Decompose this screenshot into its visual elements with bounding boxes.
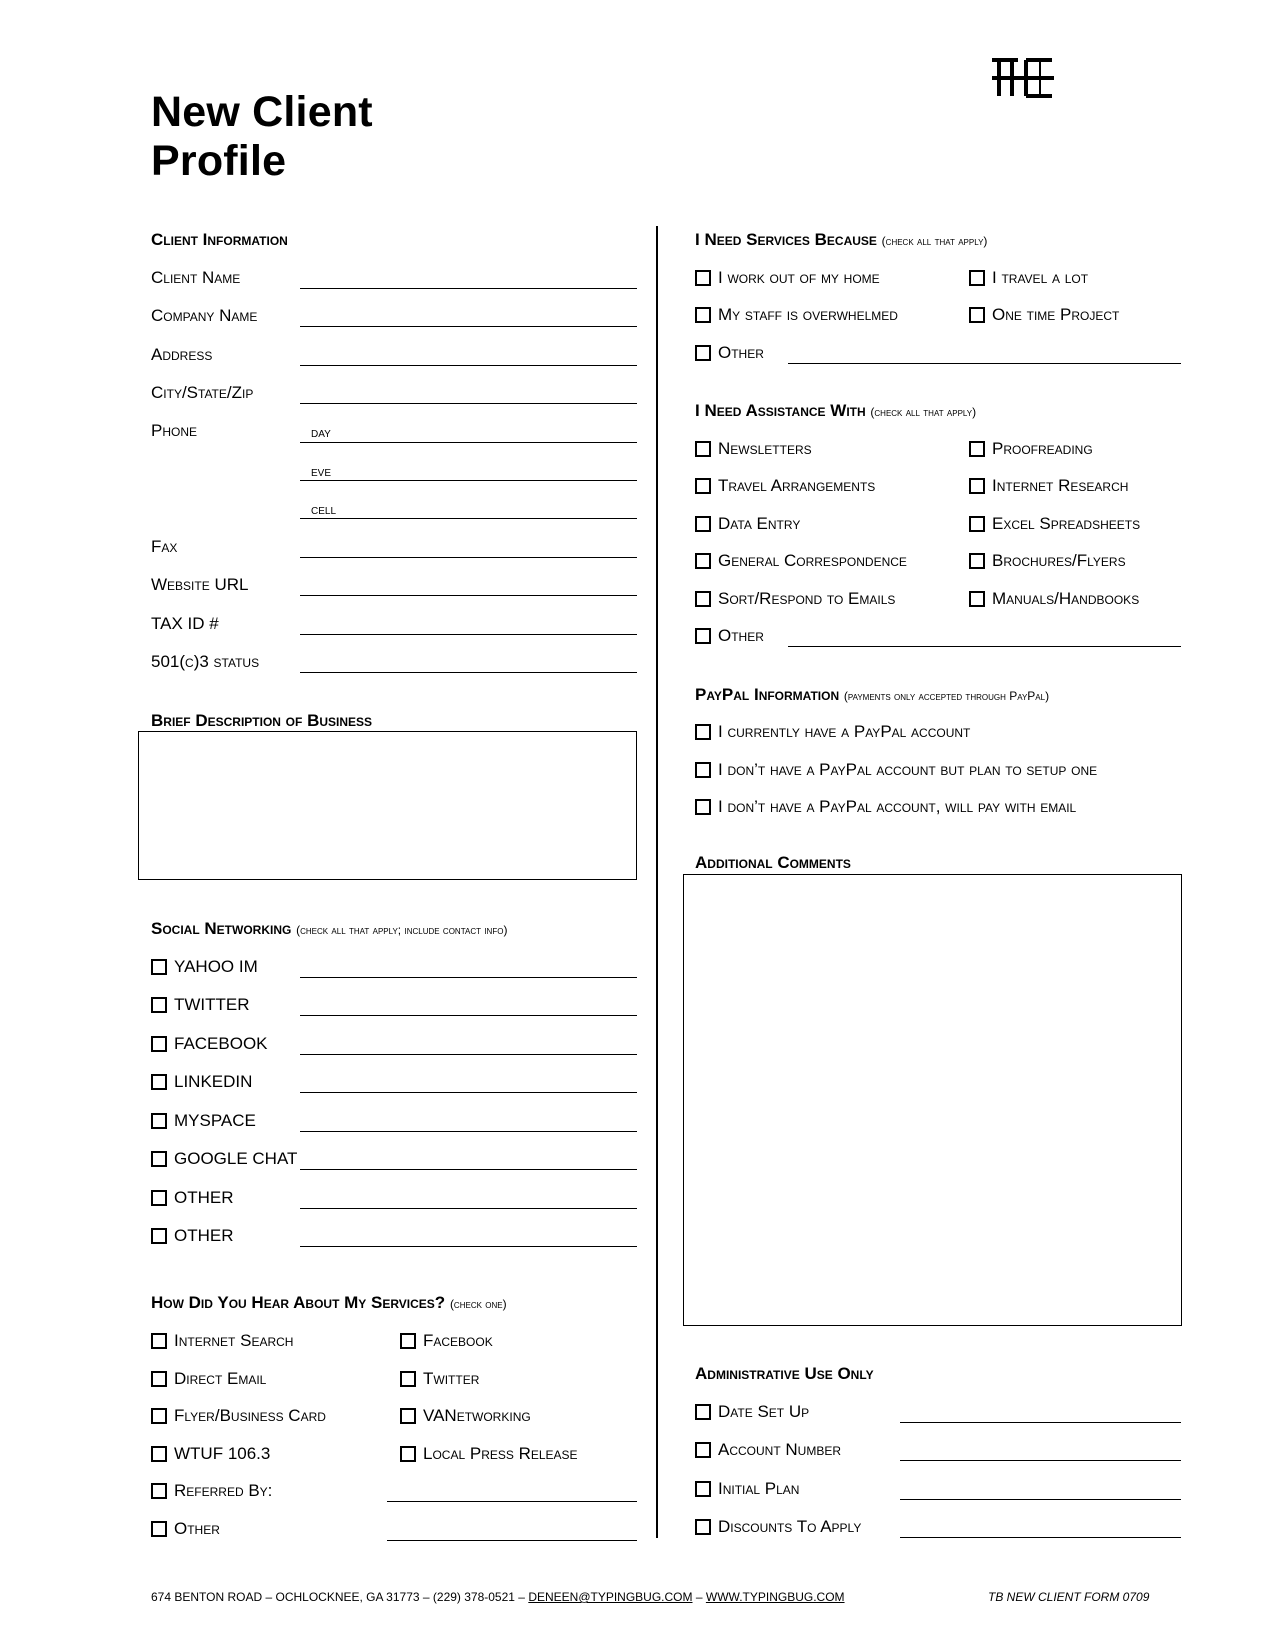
footer-email-link[interactable]: DENEEN@TYPINGBUG.COM — [528, 1590, 693, 1604]
checkbox[interactable] — [695, 628, 711, 644]
checkbox[interactable] — [695, 762, 711, 778]
hear-option[interactable] — [151, 1369, 266, 1389]
services-option[interactable] — [969, 268, 1088, 288]
social-item[interactable] — [151, 995, 250, 1015]
hear-option-label: Referred By: — [174, 1481, 273, 1500]
services-option-label: One time Project — [992, 305, 1120, 324]
checkbox[interactable] — [969, 307, 985, 323]
checkbox[interactable] — [151, 1074, 167, 1090]
hear-option[interactable] — [151, 1331, 293, 1351]
social-item[interactable] — [151, 1149, 297, 1169]
additional-comments-heading: Additional Comments — [695, 853, 851, 872]
page-title-line-2: Profile — [151, 137, 287, 185]
admin-field[interactable] — [900, 1422, 1181, 1423]
hear-option-label: Local Press Release — [423, 1444, 578, 1463]
social-item[interactable] — [151, 1072, 252, 1092]
checkbox[interactable] — [969, 591, 985, 607]
address-label: Address — [151, 345, 213, 364]
page-title-line-1: New Client — [151, 88, 373, 136]
hear-option-label: Direct Email — [174, 1369, 267, 1388]
services-other-field[interactable] — [788, 363, 1181, 364]
services-option-label: My staff is overwhelmed — [718, 305, 898, 324]
checkbox[interactable] — [695, 270, 711, 286]
services-heading — [695, 230, 987, 251]
hear-option-label: VANetworking — [423, 1406, 531, 1425]
admin-item-label: Date Set Up — [718, 1402, 810, 1421]
checkbox[interactable] — [695, 478, 711, 494]
fax-label: Fax — [151, 537, 178, 556]
social-item-label: TWITTER — [174, 995, 250, 1014]
checkbox[interactable] — [151, 1521, 167, 1537]
paypal-option-label: I don’t have a PayPal account, will pay with email — [718, 797, 1077, 816]
footer-website-link[interactable]: WWW.TYPINGBUG.COM — [705, 1590, 845, 1604]
checkbox[interactable] — [151, 1408, 167, 1424]
client-name-field[interactable] — [300, 288, 637, 289]
social-item-label: OTHER — [174, 1226, 234, 1245]
paypal-option[interactable] — [695, 760, 1097, 780]
checkbox[interactable] — [151, 1446, 167, 1462]
hear-option-label: Flyer/Business Card — [174, 1406, 326, 1425]
admin-field[interactable] — [900, 1460, 1181, 1461]
checkbox[interactable] — [695, 591, 711, 607]
assistance-option[interactable] — [695, 551, 907, 571]
checkbox[interactable] — [695, 1481, 711, 1497]
assistance-option[interactable] — [695, 626, 764, 646]
paypal-option[interactable] — [695, 722, 970, 742]
brief-description-heading: Brief Description of Business — [151, 711, 373, 730]
checkbox[interactable] — [151, 1228, 167, 1244]
assistance-option[interactable] — [969, 476, 1128, 496]
address-field[interactable] — [300, 365, 637, 366]
assistance-option-label: Newsletters — [718, 439, 812, 458]
assistance-option-label: Brochures/Flyers — [992, 551, 1126, 570]
phone-eve-field[interactable] — [300, 480, 637, 481]
city-state-zip-label: City/State/Zip — [151, 383, 254, 402]
hear-option[interactable] — [400, 1406, 531, 1426]
fax-field[interactable] — [300, 557, 637, 558]
footer-separator: – — [695, 1590, 703, 1604]
checkbox[interactable] — [151, 1190, 167, 1206]
social-item[interactable] — [151, 957, 258, 977]
brief-description-box[interactable] — [138, 731, 637, 880]
social-item[interactable] — [151, 1034, 268, 1054]
admin-heading: Administrative Use Only — [695, 1364, 874, 1383]
paypal-option-label: I currently have a PayPal account — [718, 722, 971, 741]
checkbox[interactable] — [151, 1483, 167, 1499]
paypal-note: (payments only accepted through PayPal) — [843, 689, 1050, 703]
hear-option-label: Internet Search — [174, 1331, 294, 1350]
checkbox[interactable] — [695, 1404, 711, 1420]
hear-option[interactable] — [400, 1369, 479, 1389]
phone-cell-label: cell — [311, 501, 337, 517]
how-did-you-hear-note: (check one) — [449, 1297, 507, 1311]
social-item-label: GOOGLE CHAT — [174, 1149, 298, 1168]
admin-item[interactable] — [695, 1517, 861, 1537]
checkbox[interactable] — [151, 1036, 167, 1052]
assistance-option-label: Manuals/Handbooks — [992, 589, 1140, 608]
hear-option-label: WTUF 106.3 — [174, 1444, 271, 1463]
hear-option-label: Other — [174, 1519, 220, 1538]
checkbox[interactable] — [151, 1333, 167, 1349]
assistance-option[interactable] — [969, 439, 1093, 459]
assistance-heading — [695, 401, 976, 422]
hear-option[interactable] — [151, 1444, 270, 1464]
services-option[interactable] — [695, 305, 898, 325]
checkbox[interactable] — [151, 959, 167, 975]
assistance-option[interactable] — [695, 476, 875, 496]
referred-by-field[interactable] — [387, 1501, 637, 1502]
assistance-option-label: Other — [718, 626, 764, 645]
checkbox[interactable] — [695, 724, 711, 740]
phone-eve-label: eve — [311, 463, 332, 479]
additional-comments-box[interactable] — [683, 874, 1182, 1326]
admin-item[interactable] — [695, 1479, 799, 1499]
checkbox[interactable] — [695, 307, 711, 323]
assistance-option-label: General Correspondence — [718, 551, 907, 570]
social-item-label: FACEBOOK — [174, 1034, 268, 1053]
how-did-you-hear-title: How Did You Hear About My Services? — [151, 1293, 446, 1312]
services-title: I Need Services Because — [695, 230, 877, 249]
checkbox[interactable] — [969, 478, 985, 494]
hear-option[interactable] — [400, 1331, 493, 1351]
checkbox[interactable] — [151, 997, 167, 1013]
hear-option-label: Facebook — [423, 1331, 493, 1350]
checkbox[interactable] — [695, 799, 711, 815]
checkbox[interactable] — [969, 553, 985, 569]
social-contact-field[interactable] — [300, 1054, 637, 1055]
admin-field[interactable] — [900, 1499, 1181, 1500]
checkbox[interactable] — [400, 1408, 416, 1424]
website-url-field[interactable] — [300, 595, 637, 596]
assistance-option-label: Travel Arrangements — [718, 476, 876, 495]
assistance-option[interactable] — [695, 439, 812, 459]
typing-bug-logo — [990, 54, 1056, 100]
checkbox[interactable] — [151, 1151, 167, 1167]
social-contact-field[interactable] — [300, 1208, 637, 1209]
501c3-status-label: 501(c)3 status — [151, 652, 260, 671]
social-item-label: YAHOO IM — [174, 957, 258, 976]
checkbox[interactable] — [695, 441, 711, 457]
social-contact-field[interactable] — [300, 1015, 637, 1016]
page-title — [151, 88, 373, 186]
admin-field[interactable] — [900, 1537, 1181, 1538]
assistance-option[interactable] — [969, 514, 1140, 534]
client-name-label: Client Name — [151, 268, 241, 287]
social-networking-note: (check all that apply; include contact info) — [296, 923, 508, 937]
assistance-option[interactable] — [695, 514, 800, 534]
hear-option[interactable] — [151, 1519, 220, 1539]
hear-option[interactable] — [400, 1444, 578, 1464]
checkbox[interactable] — [400, 1446, 416, 1462]
services-option[interactable] — [695, 343, 764, 363]
checkbox[interactable] — [969, 270, 985, 286]
social-contact-field[interactable] — [300, 1246, 637, 1247]
assistance-option-label: Proofreading — [992, 439, 1093, 458]
social-contact-field[interactable] — [300, 977, 637, 978]
admin-item-label: Initial Plan — [718, 1479, 800, 1498]
checkbox[interactable] — [151, 1113, 167, 1129]
footer-form-code: TB NEW CLIENT FORM 0709 — [988, 1590, 1150, 1604]
assistance-option-label: Data Entry — [718, 514, 801, 533]
footer-contact — [151, 1590, 845, 1604]
social-item[interactable] — [151, 1188, 234, 1208]
hear-option[interactable] — [151, 1406, 326, 1426]
checkbox[interactable] — [695, 516, 711, 532]
checkbox[interactable] — [695, 1519, 711, 1535]
phone-label: Phone — [151, 421, 198, 440]
paypal-heading — [695, 685, 1049, 706]
admin-item[interactable] — [695, 1402, 809, 1422]
checkbox[interactable] — [400, 1371, 416, 1387]
assistance-option[interactable] — [969, 589, 1139, 609]
checkbox[interactable] — [695, 1442, 711, 1458]
social-networking-heading — [151, 919, 507, 940]
logo-mark-icon — [990, 54, 1056, 100]
phone-day-field[interactable] — [300, 442, 637, 443]
how-did-you-hear-heading — [151, 1293, 507, 1314]
website-url-label: Website URL — [151, 575, 249, 594]
assistance-option-label: Internet Research — [992, 476, 1129, 495]
hear-other-field[interactable] — [387, 1540, 637, 1541]
services-option[interactable] — [969, 305, 1119, 325]
assistance-option[interactable] — [695, 589, 895, 609]
assistance-title: I Need Assistance With — [695, 401, 866, 420]
city-state-zip-field[interactable] — [300, 403, 637, 404]
checkbox[interactable] — [695, 345, 711, 361]
column-divider — [656, 226, 658, 1538]
social-networking-title: Social Networking — [151, 919, 292, 938]
assistance-note: (check all that apply) — [870, 405, 977, 419]
services-option-label: I work out of my home — [718, 268, 880, 287]
footer-address: 674 BENTON ROAD – OCHLOCKNEE, GA 31773 – (229) 378-0521 – — [151, 1590, 525, 1604]
phone-cell-field[interactable] — [300, 518, 637, 519]
services-option-label: I travel a lot — [992, 268, 1089, 287]
hear-option-label: Twitter — [423, 1369, 480, 1388]
social-item-label: LINKEDIN — [174, 1072, 253, 1091]
assistance-option[interactable] — [969, 551, 1126, 571]
services-option-label: Other — [718, 343, 764, 362]
social-item[interactable] — [151, 1226, 234, 1246]
checkbox[interactable] — [151, 1371, 167, 1387]
services-option[interactable] — [695, 268, 880, 288]
company-name-field[interactable] — [300, 326, 637, 327]
social-item[interactable] — [151, 1111, 256, 1131]
paypal-option[interactable] — [695, 797, 1076, 817]
client-information-heading: Client Information — [151, 230, 288, 249]
checkbox[interactable] — [695, 553, 711, 569]
checkbox[interactable] — [969, 516, 985, 532]
services-note: (check all that apply) — [881, 234, 988, 248]
tax-id-label: TAX ID # — [151, 614, 219, 633]
assistance-option-label: Excel Spreadsheets — [992, 514, 1141, 533]
501c3-status-field[interactable] — [300, 672, 637, 673]
assistance-other-field[interactable] — [788, 646, 1181, 647]
checkbox[interactable] — [969, 441, 985, 457]
social-contact-field[interactable] — [300, 1169, 637, 1170]
assistance-option-label: Sort/Respond to Emails — [718, 589, 896, 608]
admin-item[interactable] — [695, 1440, 841, 1460]
phone-day-label: day — [311, 424, 331, 440]
checkbox[interactable] — [400, 1333, 416, 1349]
tax-id-field[interactable] — [300, 634, 637, 635]
social-contact-field[interactable] — [300, 1131, 637, 1132]
hear-option[interactable] — [151, 1481, 272, 1501]
paypal-option-label: I don’t have a PayPal account but plan to setup one — [718, 760, 1098, 779]
social-item-label: OTHER — [174, 1188, 234, 1207]
company-name-label: Company Name — [151, 306, 258, 325]
social-item-label: MYSPACE — [174, 1111, 256, 1130]
admin-item-label: Account Number — [718, 1440, 842, 1459]
admin-item-label: Discounts To Apply — [718, 1517, 862, 1536]
social-contact-field[interactable] — [300, 1092, 637, 1093]
paypal-title: PayPal Information — [695, 685, 840, 704]
